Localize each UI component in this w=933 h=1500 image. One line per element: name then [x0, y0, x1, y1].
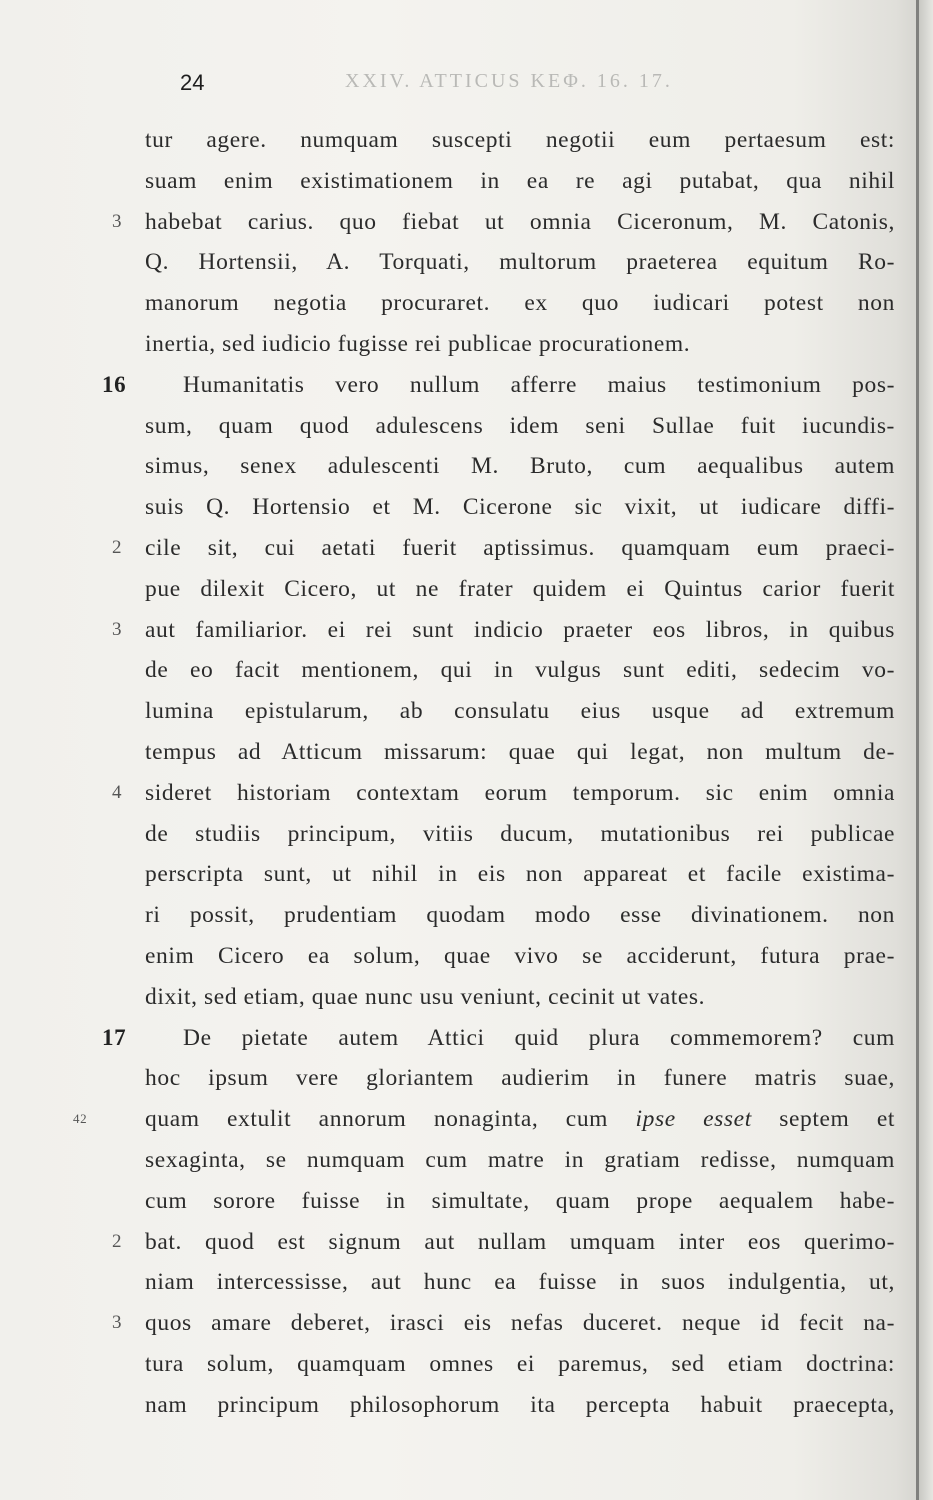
page-edge-shadow: [919, 0, 933, 1500]
text-line: [145, 732, 895, 773]
text-line: [145, 242, 895, 283]
line-text: de studiis principum, vitiis ducum, mutationibus rei publicae: [145, 820, 895, 847]
text-line: [145, 1140, 895, 1181]
line-text: pue dilexit Cicero, ut ne frater quidem ei Quintus carior fuerit: [145, 575, 895, 602]
text-line: [145, 1181, 895, 1222]
subsection-number: 3: [112, 210, 123, 232]
line-text: manorum negotia procuraret. ex quo iudicari potest non: [145, 290, 895, 317]
text-line: [145, 936, 895, 977]
text-line: [145, 569, 895, 610]
page-number: 24: [180, 70, 205, 95]
subsection-number: 3: [112, 1312, 123, 1334]
text-line: [112, 1303, 895, 1344]
line-text: cum sorore fuisse in simultate, quam prope aequalem habe-: [145, 1187, 895, 1214]
line-text: sexaginta, se numquam cum matre in gratiam redisse, numquam: [145, 1146, 895, 1173]
subsection-number: 3: [112, 618, 123, 640]
line-text: sum, quam quod adulescens idem seni Sullae fuit iucundis-: [145, 412, 895, 439]
line-text-pre: quam extulit annorum nonaginta, cum: [145, 1106, 636, 1133]
italic-phrase: ipse esset: [635, 1106, 752, 1133]
text-line: [145, 691, 895, 732]
text-line: [102, 365, 895, 406]
text-line: [112, 773, 895, 814]
line-text: suis Q. Hortensio et M. Cicerone sic vixit, ut iudicare diffi-: [145, 494, 895, 521]
text-line: [145, 446, 895, 487]
text-line: [112, 610, 895, 651]
line-text: de eo facit mentionem, qui in vulgus sunt editi, sedecim vo-: [145, 657, 895, 684]
text-line: [73, 1099, 895, 1140]
line-text: enim Cicero ea solum, quae vivo se acciderunt, futura prae-: [145, 942, 895, 969]
section-number: 17: [102, 1024, 127, 1050]
text-line: [145, 814, 895, 855]
text-line: [112, 202, 895, 243]
line-text: quos amare deberet, irasci eis nefas duceret. neque id fecit na-: [145, 1310, 895, 1337]
line-text: ri possit, prudentiam quodam modo esse divinationem. non: [145, 902, 895, 929]
section-number: 16: [102, 371, 127, 397]
text-line: [102, 1018, 895, 1059]
running-head: XXIV. ATTICUS ΚΕΦ. 16. 17.: [345, 70, 673, 92]
text-line: [145, 324, 895, 365]
text-line: [112, 528, 895, 569]
line-text: tura solum, quamquam omnes ei paremus, sed etiam doctrina:: [145, 1350, 895, 1377]
line-text: cile sit, cui aetati fuerit aptissimus. quamquam eum praeci-: [145, 534, 895, 561]
line-text: inertia, sed iudicio fugisse rei publicae procurationem.: [145, 330, 691, 357]
text-line: [145, 406, 895, 447]
line-text: habebat carius. quo fiebat ut omnia Ciceronum, M. Catonis,: [145, 208, 895, 235]
margin-note: 42: [73, 1111, 88, 1127]
text-line: [145, 120, 895, 161]
line-text: hoc ipsum vere gloriantem audierim in funere matris suae,: [145, 1065, 895, 1092]
text-line: [145, 854, 895, 895]
subsection-number: 2: [112, 536, 123, 558]
line-text: tempus ad Atticum missarum: quae qui legat, non multum de-: [145, 738, 895, 765]
line-text: perscripta sunt, ut nihil in eis non appareat et facile existima-: [145, 861, 895, 888]
line-text: nam principum philosophorum ita percepta habuit praecepta,: [145, 1391, 895, 1418]
line-text: [145, 1099, 895, 1140]
text-line: [145, 487, 895, 528]
text-line: [145, 977, 895, 1018]
body-text: [73, 120, 895, 1426]
text-line: [145, 161, 895, 202]
text-line: [145, 650, 895, 691]
line-text: aut familiarior. ei rei sunt indicio praeter eos libros, in quibus: [145, 616, 895, 643]
line-text: suam enim existimationem in ea re agi putabat, qua nihil: [145, 167, 895, 194]
line-text: Q. Hortensii, A. Torquati, multorum praeterea equitum Ro-: [145, 249, 895, 276]
text-line: [145, 1385, 895, 1426]
text-line: [145, 895, 895, 936]
text-line: [145, 1262, 895, 1303]
line-text: simus, senex adulescenti M. Bruto, cum aequalibus autem: [145, 453, 895, 480]
line-text: sideret historiam contextam eorum temporum. sic enim omnia: [145, 779, 895, 806]
subsection-number: 2: [112, 1230, 123, 1252]
subsection-number: 4: [112, 781, 123, 803]
text-line: [145, 1058, 895, 1099]
binding-edge: [916, 0, 919, 1500]
text-line: [145, 283, 895, 324]
line-text: niam intercessisse, aut hunc ea fuisse in suos indulgentia, ut,: [145, 1269, 895, 1296]
line-text: Humanitatis vero nullum afferre maius testimonium pos-: [183, 371, 895, 398]
line-text-post: septem et: [751, 1106, 895, 1133]
line-text: tur agere. numquam suscepti negotii eum pertaesum est:: [145, 127, 895, 153]
text-line: [112, 1222, 895, 1263]
text-line: [145, 1344, 895, 1385]
line-text: De pietate autem Attici quid plura commemorem? cum: [183, 1024, 895, 1051]
line-text: bat. quod est signum aut nullam umquam inter eos querimo-: [145, 1228, 895, 1255]
line-text: dixit, sed etiam, quae nunc usu veniunt, cecinit ut vates.: [145, 983, 706, 1010]
line-text: lumina epistularum, ab consulatu eius usque ad extremum: [145, 698, 895, 725]
